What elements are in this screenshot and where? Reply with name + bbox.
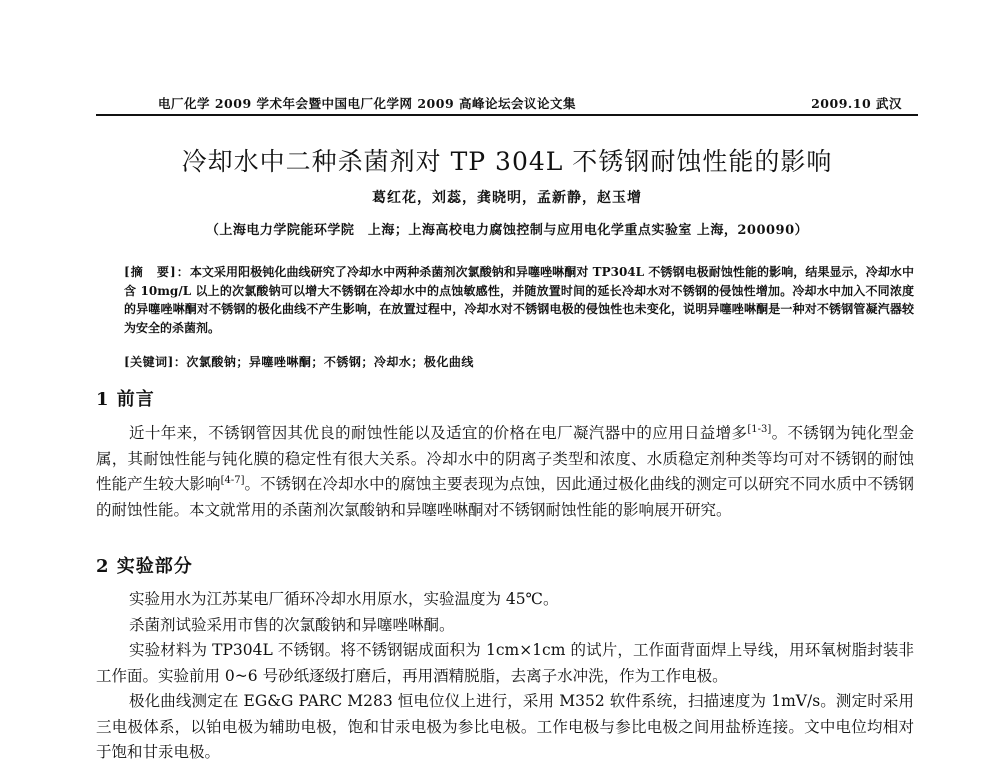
paper-title: 冷却水中二种杀菌剂对 TP 304L 不锈钢耐蚀性能的影响 <box>181 147 833 176</box>
keywords-text: 次氯酸钠；异噻唑啉酮；不锈钢；冷却水；极化曲线 <box>186 355 474 369</box>
introduction-paragraph <box>96 421 914 523</box>
abstract <box>124 263 914 337</box>
introduction-text-c: 。不锈钢在冷却水中的腐蚀主要表现为点蚀，因此通过极化曲线的测定可以研究不同水质中不锈钢的耐蚀性能。本文就常用的杀菌剂次氯酸钠和异噻唑啉酮对不锈钢耐蚀性能的影响展开研究。 <box>96 475 914 519</box>
keywords-label: [关键词]： <box>124 355 187 369</box>
abstract-text: 本文采用阳极钝化曲线研究了冷却水中两种杀菌剂次氯酸钠和异噻唑啉酮对 TP304L 不锈钢电极耐蚀性能的影响，结果显示，冷却水中含 10mg/L 以上的次氯酸钠可以增大不锈钢在冷却水中的点蚀敏感性，并随放置时间的延长冷却水对不锈钢的侵蚀性增加。冷却水中加入不同浓度的异噻唑啉酮对不锈钢的极化曲线不产生影响，在放置过程中，冷却水对不锈钢电极的侵蚀性也未变化，说明异噻唑啉酮是一种对不锈钢管凝汽器较为安全的杀菌剂。 <box>124 265 914 335</box>
experimental-section <box>96 587 914 766</box>
keywords <box>124 353 914 370</box>
running-header <box>96 92 916 114</box>
running-header-proceedings: 电厂化学 2009 学术年会暨中国电厂化学网 2009 高峰论坛会议论文集 <box>158 96 576 111</box>
experimental-paragraph-polarization: 极化曲线测定在 EG&G PARC M283 恒电位仪上进行，采用 M352 软件系统，扫描速度为 1mV/s。测定时采用三电极体系，以铂电极为辅助电极，饱和甘汞电极为参比电极。工作电极与参比电极之间用盐桥连接。文中电位均相对于饱和甘汞电极。 <box>96 692 914 761</box>
experimental-paragraph-material: 实验材料为 TP304L 不锈钢。将不锈钢锯成面积为 1cm×1cm 的试片，工作面背面焊上导线，用环氧树脂封装非工作面。实验前用 0~6 号砂纸逐级打磨后，再用酒精脱脂，去离子水冲洗，作为工作电极。 <box>96 641 914 685</box>
citation-1-3: [1-3] <box>747 423 772 435</box>
citation-4-7: [4-7] <box>220 474 245 486</box>
abstract-label: [摘 要]： <box>124 265 190 279</box>
authors: 葛红花，刘蕊，龚晓明，孟新静，赵玉增 <box>372 190 642 206</box>
introduction-text-a: 近十年来，不锈钢管因其优良的耐蚀性能以及适宜的价格在电厂凝汽器中的应用日益增多 <box>129 424 748 442</box>
header-rule <box>96 114 918 116</box>
running-header-date: 2009.10 武汉 <box>811 96 902 111</box>
experimental-paragraph-biocide: 杀菌剂试验采用市售的次氯酸钠和异噻唑啉酮。 <box>129 615 455 634</box>
experimental-paragraph-water: 实验用水为江苏某电厂循环冷却水用原水，实验温度为 45℃。 <box>129 590 559 608</box>
affiliation: （上海电力学院能环学院 上海；上海高校电力腐蚀控制与应用电化学重点实验室 上海，200090） <box>205 223 809 238</box>
introduction-text-b: 。不锈钢为钝化型金属，其耐蚀性能与钝化膜的稳定性有很大关系。冷却水中的阴离子类型和浓度、水质稳定剂种类等均可对不锈钢的耐蚀性能产生较大影响 <box>96 424 914 493</box>
section-heading-experimental: 2 实验部分 <box>96 556 193 577</box>
section-heading-introduction: 1 前言 <box>96 389 155 410</box>
